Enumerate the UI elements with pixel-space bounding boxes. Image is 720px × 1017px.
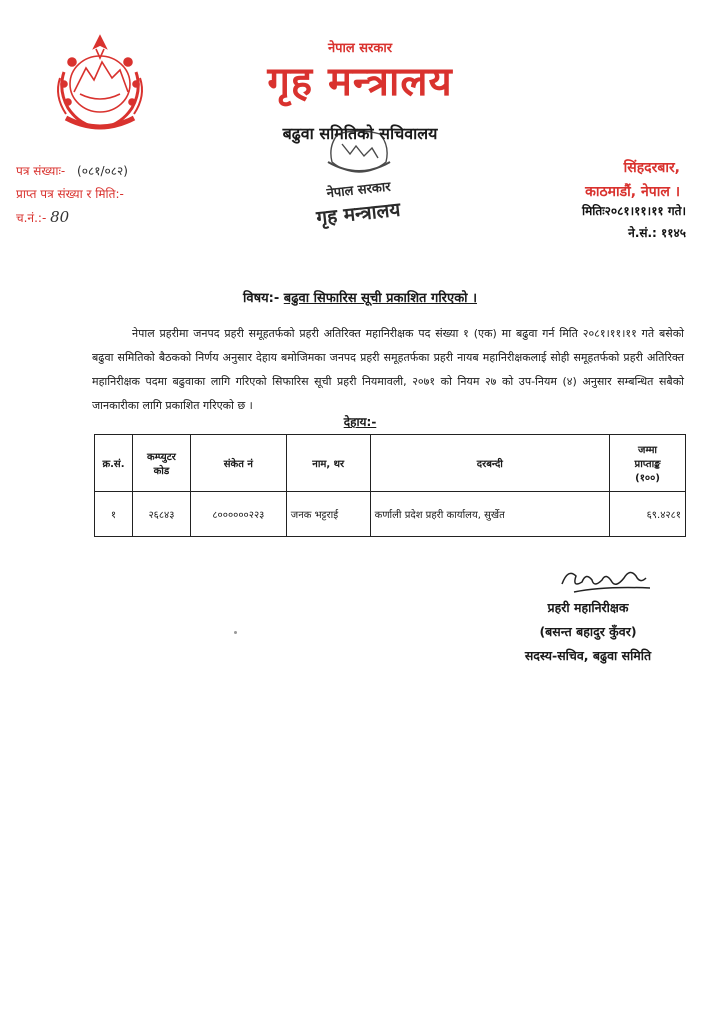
subject-label: विषय:- bbox=[242, 291, 280, 306]
header-name: नाम, थर bbox=[286, 435, 370, 492]
letter-number-label: पत्र संख्याः- bbox=[16, 164, 66, 178]
address-line-1: सिंहदरबार, bbox=[623, 160, 680, 176]
dehay-heading: देहाय:- bbox=[343, 415, 377, 429]
header-computer-code bbox=[132, 435, 190, 492]
address-line-2: काठमाडौं, नेपाल । bbox=[585, 184, 680, 200]
dispatch-number-value: 80 bbox=[50, 208, 70, 226]
stamp-line-2: गृह मन्त्रालय bbox=[315, 198, 402, 230]
cell-name: जनक भट्टराई bbox=[286, 492, 370, 537]
header-total-line-1: जम्मा bbox=[638, 445, 658, 456]
header-code-line-2: कोड bbox=[153, 466, 170, 477]
date-line: मितिः२०८१।११।११ गते। bbox=[582, 204, 686, 218]
header-office: दरबन्दी bbox=[370, 435, 609, 492]
subject-line bbox=[0, 288, 720, 306]
subject-text: बढुवा सिफारिस सूची प्रकाशित गरिएको । bbox=[283, 291, 477, 306]
table-header-row bbox=[95, 435, 686, 492]
table-row bbox=[95, 492, 686, 537]
scan-speck bbox=[234, 631, 237, 634]
letter-meta bbox=[16, 160, 128, 230]
secretariat-title: बढुवा समितिको सचिवालय bbox=[282, 124, 438, 143]
cell-office: कर्णाली प्रदेश प्रहरी कार्यालय, सुर्खेत bbox=[370, 492, 609, 537]
official-stamp-icon bbox=[298, 128, 420, 236]
signatory-title: प्रहरी महानिरीक्षक bbox=[547, 600, 629, 615]
cell-symbol-no: ८००००००२२३ bbox=[190, 492, 286, 537]
body-paragraph: नेपाल प्रहरीमा जनपद प्रहरी समूहतर्फको प्रहरी अतिरिक्त महानिरीक्षक पद संख्या १ (एक) मा बढुवा गर्न मिति २०८१।११।११ गते बसेको बढुवा समितिको बैठकको निर्णय अनुसार देहाय बमोजिमका जनपद प्रहरी समूहतर्फका प्रहरी नायब महानिरीक्षकलाई सोही समूहतर्फको प्रहरी अतिरिक्त महानिरीक्षक पदमा बढुवाका लागि गरिएको सिफारिस सूची प्रहरी नियमावली, २०७१ को नियम २७ को उप-नियम (४) अनुसार सम्बन्धित सबैको जानकारीका लागि प्रकाशित गरिएको छ । bbox=[92, 327, 684, 412]
ministry-title: गृह मन्त्रालय bbox=[267, 59, 453, 105]
received-number-label: प्राप्त पत्र संख्या र मिति:- bbox=[16, 187, 124, 201]
stamp-line-1: नेपाल सरकार bbox=[325, 179, 392, 202]
cell-code: २६८४३ bbox=[132, 492, 190, 537]
signatory-block bbox=[490, 596, 686, 668]
header-total-line-3: (१००) bbox=[635, 473, 660, 484]
handwritten-signature-icon bbox=[554, 562, 654, 598]
cell-total: ६९.४२८१ bbox=[610, 492, 686, 537]
header-total-line-2: प्राप्ताङ्क bbox=[634, 459, 661, 470]
cell-sn: १ bbox=[95, 492, 133, 537]
office-address bbox=[585, 156, 680, 204]
letter-number-value: (०८१/०८२) bbox=[77, 164, 128, 178]
signatory-role: सदस्य-सचिव, बढुवा समिति bbox=[524, 648, 652, 663]
nepal-sambat-line: ने.सं.: ११४५ bbox=[628, 226, 686, 240]
header-code-line-1: कम्प्युटर bbox=[147, 452, 176, 463]
dispatch-number-label: च.नं.:- bbox=[16, 211, 47, 225]
government-name: नेपाल सरकार bbox=[327, 41, 393, 56]
header-sn: क्र.सं. bbox=[95, 435, 133, 492]
letter-date bbox=[582, 200, 686, 244]
header-symbol-no: संकेत नं bbox=[190, 435, 286, 492]
header-total-marks bbox=[610, 435, 686, 492]
signatory-name: (बसन्त बहादुर कुँवर) bbox=[539, 624, 637, 639]
recommendation-table bbox=[94, 434, 686, 537]
